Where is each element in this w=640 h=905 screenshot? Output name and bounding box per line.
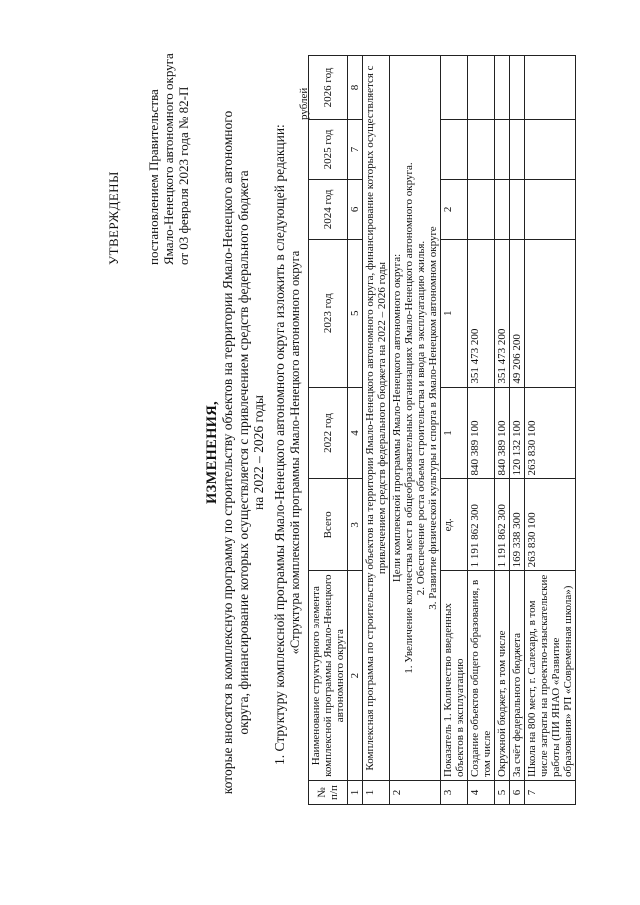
goal-item: 3. Развитие физической культуры и спорта в Ямало-Ненецком автономном округе xyxy=(427,226,439,610)
column-number: 5 xyxy=(348,239,363,387)
row-2024 xyxy=(495,179,510,239)
header-total: Всего xyxy=(309,479,348,571)
decree-line: от 03 февраля 2023 года № 82-П xyxy=(176,86,191,265)
header-2023: 2023 год xyxy=(309,239,348,387)
row-2026 xyxy=(525,56,576,120)
program-name: Комплексная программа по строительству объектов на территории Ямало-Ненецкого автономного округа, финансирование которых осуществляется с привлечением средств федерального бюджета на 2022 – 2026 годы xyxy=(363,56,390,781)
row-2025 xyxy=(441,119,468,179)
table-row xyxy=(441,56,468,805)
row-2025 xyxy=(495,119,510,179)
section-heading: 1. Структуру комплексной программы Ямало-Ненецкого автономного округа изложить в следующей редакции: xyxy=(272,124,287,765)
subtitle-line: на 2022 – 2026 годы xyxy=(251,395,266,510)
row-num: 2 xyxy=(390,781,441,805)
row-2023 xyxy=(525,239,576,387)
subtitle-line: которые вносятся в комплексную программу по строительству объектов на территории Ямало-Ненецкого автономного xyxy=(220,110,235,795)
header-2026: 2026 год xyxy=(309,56,348,120)
row-name: Создание объектов общего образования, в том числе xyxy=(468,571,495,781)
program-goals xyxy=(390,56,441,781)
row-2023: 1 xyxy=(441,239,468,387)
column-number: 2 xyxy=(348,571,363,781)
row-total: ед. xyxy=(441,479,468,571)
row-2024 xyxy=(525,179,576,239)
row-num: 1 xyxy=(363,781,390,805)
column-number: 6 xyxy=(348,179,363,239)
table-row xyxy=(363,56,390,805)
column-number: 3 xyxy=(348,479,363,571)
row-2024: 2 xyxy=(441,179,468,239)
row-total: 1 191 862 300 xyxy=(495,479,510,571)
goal-item: 2. Обеспечение роста объема строительства и ввода в эксплуатацию жилья. xyxy=(415,240,427,596)
table-row xyxy=(510,56,525,805)
row-total: 169 338 300 xyxy=(510,479,525,571)
decree-reference xyxy=(146,53,191,265)
row-2022: 840 389 100 xyxy=(495,387,510,479)
document-subtitle xyxy=(220,0,267,905)
row-2025 xyxy=(468,119,495,179)
row-name: Школа на 800 мест, г. Салехард, в том числе затраты на проектно-изыскательские работы (ПИ ЯНАО «Развитие образования» РП «Современная школа») xyxy=(525,571,576,781)
row-num: 6 xyxy=(510,781,525,805)
row-name: Окружной бюджет, в том числе xyxy=(495,571,510,781)
table-row xyxy=(468,56,495,805)
row-name: За счёт федерального бюджета xyxy=(510,571,525,781)
decree-line: Ямало-Ненецкого автономного округа xyxy=(161,53,176,265)
row-2023: 49 206 200 xyxy=(510,239,525,387)
row-2022: 263 830 100 xyxy=(525,387,576,479)
column-number: 8 xyxy=(348,56,363,120)
column-number-row xyxy=(348,56,363,805)
goals-title: Цели комплексной программы Ямало-Ненецкого автономного округа: xyxy=(391,253,403,583)
column-number: 1 xyxy=(348,781,363,805)
row-num: 4 xyxy=(468,781,495,805)
decree-line: постановлением Правительства xyxy=(146,89,161,265)
goal-item: 1. Увеличение количества мест в общеобразовательных организациях Ямало-Ненецкого автономного округа. xyxy=(403,162,415,674)
row-2022: 840 389 100 xyxy=(468,387,495,479)
row-2022: 120 132 100 xyxy=(510,387,525,479)
column-number: 7 xyxy=(348,119,363,179)
table-header-row xyxy=(309,56,348,805)
header-2022: 2022 год xyxy=(309,387,348,479)
table-row xyxy=(525,56,576,805)
row-2026 xyxy=(495,56,510,120)
row-2024 xyxy=(468,179,495,239)
document-title: ИЗМЕНЕНИЯ, xyxy=(204,401,220,504)
row-2023: 351 473 200 xyxy=(468,239,495,387)
structure-table xyxy=(308,55,576,805)
header-2025: 2025 год xyxy=(309,119,348,179)
section-quote: «Структура комплексной программы Ямало-Ненецкого автономного округа xyxy=(288,250,302,655)
subtitle-line: округа, финансирование которых осуществляется с привлечением средств федерального бюджета xyxy=(235,170,251,735)
row-2026 xyxy=(510,56,525,120)
table-row xyxy=(495,56,510,805)
row-num: 7 xyxy=(525,781,576,805)
row-2026 xyxy=(441,56,468,120)
row-total: 1 191 862 300 xyxy=(468,479,495,571)
row-2023: 351 473 200 xyxy=(495,239,510,387)
row-2025 xyxy=(510,119,525,179)
column-number: 4 xyxy=(348,387,363,479)
header-2024: 2024 год xyxy=(309,179,348,239)
row-2024 xyxy=(510,179,525,239)
units-label: рублей xyxy=(298,87,310,120)
approval-stamp: УТВЕРЖДЕНЫ xyxy=(106,171,121,265)
header-num: № п/п xyxy=(309,781,348,805)
row-name: Показатель 1. Количество введенных объектов в эксплуатацию xyxy=(441,571,468,781)
row-2025 xyxy=(525,119,576,179)
row-2026 xyxy=(468,56,495,120)
header-name: Наименование структурного элемента комплексной программы Ямало-Ненецкого автономного округа xyxy=(309,571,348,781)
row-2022: 1 xyxy=(441,387,468,479)
row-total: 263 830 100 xyxy=(525,479,576,571)
row-num: 3 xyxy=(441,781,468,805)
table-row xyxy=(390,56,441,805)
row-num: 5 xyxy=(495,781,510,805)
